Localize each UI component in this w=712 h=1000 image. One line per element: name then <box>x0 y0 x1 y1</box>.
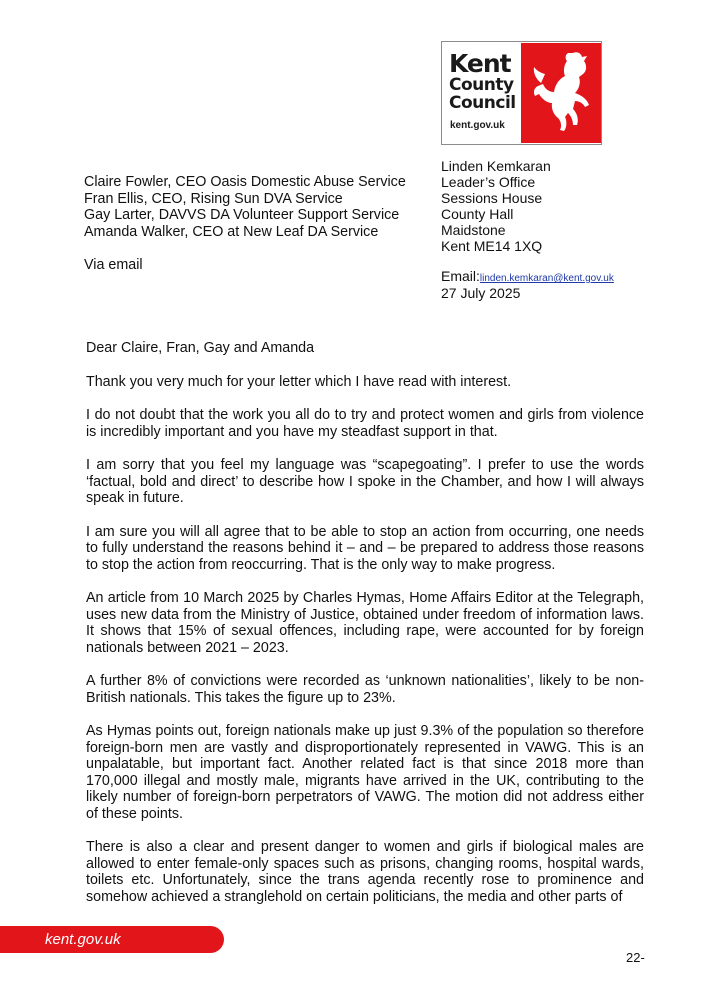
email-link[interactable]: linden.kemkaran@kent.gov.uk <box>479 273 614 284</box>
logo-line-kent: Kent <box>449 49 511 78</box>
body-paragraph: I do not doubt that the work you all do to try and protect women and girls from violence is incredibly important and you have my steadfast support in that. <box>86 407 644 440</box>
logo-line-council: Council <box>449 93 516 113</box>
salutation: Dear Claire, Fran, Gay and Amanda <box>86 340 315 356</box>
footer-url: kent.gov.uk <box>45 931 121 948</box>
letter-body <box>86 340 644 922</box>
recipient-line: Claire Fowler, CEO Oasis Domestic Abuse Service <box>84 174 406 190</box>
email-label: Email: <box>441 268 480 284</box>
white-horse-icon <box>521 43 601 143</box>
sender-line: County Hall <box>441 206 514 222</box>
body-paragraph: There is also a clear and present danger to women and girls if biological males are allowed to enter female-only spaces such as prisons, changing rooms, hospital wards, toilets etc. Unfortunately, since the trans agenda recently rose to prominence and somehow achieved a stranglehold on certain politicians, the media and other parts of <box>86 839 644 905</box>
delivery-method: Via email <box>84 257 143 273</box>
recipient-list <box>84 174 406 240</box>
sender-line: Linden Kemkaran <box>441 158 551 174</box>
body-paragraph: A further 8% of convictions were recorded as ‘unknown nationalities’, likely to be non-British nationals. This takes the figure up to 23%. <box>86 673 644 706</box>
sender-line: Kent ME14 1XQ <box>441 238 543 254</box>
recipient-line: Fran Ellis, CEO, Rising Sun DVA Service <box>84 190 343 207</box>
sender-line: Maidstone <box>441 222 506 238</box>
kcc-logo <box>441 41 602 145</box>
logo-line-county: County <box>449 75 514 95</box>
body-paragraph: As Hymas points out, foreign nationals make up just 9.3% of the population so therefore foreign-born men are vastly and disproportionately represented in VAWG. This is an unpalatable, but important fact. Another related fact is that since 2018 more than 170,000 illegal and mostly male, migrants have arrived in the UK, contributing to the likely number of foreign-born perpetrators of VAWG. The motion did not address either of these points. <box>86 723 644 822</box>
letter-date: 27 July 2025 <box>441 285 521 301</box>
body-paragraph: I am sure you will all agree that to be able to stop an action from occurring, one needs to fully understand the reasons behind it – and – be prepared to address those reasons to stop the action from reoccurring. That is the only way to make progress. <box>86 523 644 573</box>
recipient-line: Amanda Walker, CEO at New Leaf DA Service <box>84 223 379 240</box>
sender-address <box>441 158 551 254</box>
recipient-line: Gay Larter, DAVVS DA Volunteer Support Service <box>84 207 400 223</box>
sender-line: Leader’s Office <box>441 174 536 190</box>
body-paragraph: Thank you very much for your letter which I have read with interest. <box>86 373 512 390</box>
body-paragraph: An article from 10 March 2025 by Charles Hymas, Home Affairs Editor at the Telegraph, uses new data from the Ministry of Justice, obtained under freedom of information laws. It shows that 15% of sexual offences, including rape, were accounted for by foreign nationals between 2021 – 2023. <box>86 590 644 656</box>
sender-line: Sessions House <box>441 190 543 206</box>
page-number: 22- <box>626 950 645 965</box>
logo-url: kent.gov.uk <box>450 120 505 131</box>
logo-emblem-panel <box>521 43 601 143</box>
body-paragraph: I am sorry that you feel my language was “scapegoating”. I prefer to use the words ‘factual, bold and direct’ to describe how I spoke in the Chamber, and how I will always speak in future. <box>86 457 644 506</box>
logo-wordmark <box>449 51 521 112</box>
